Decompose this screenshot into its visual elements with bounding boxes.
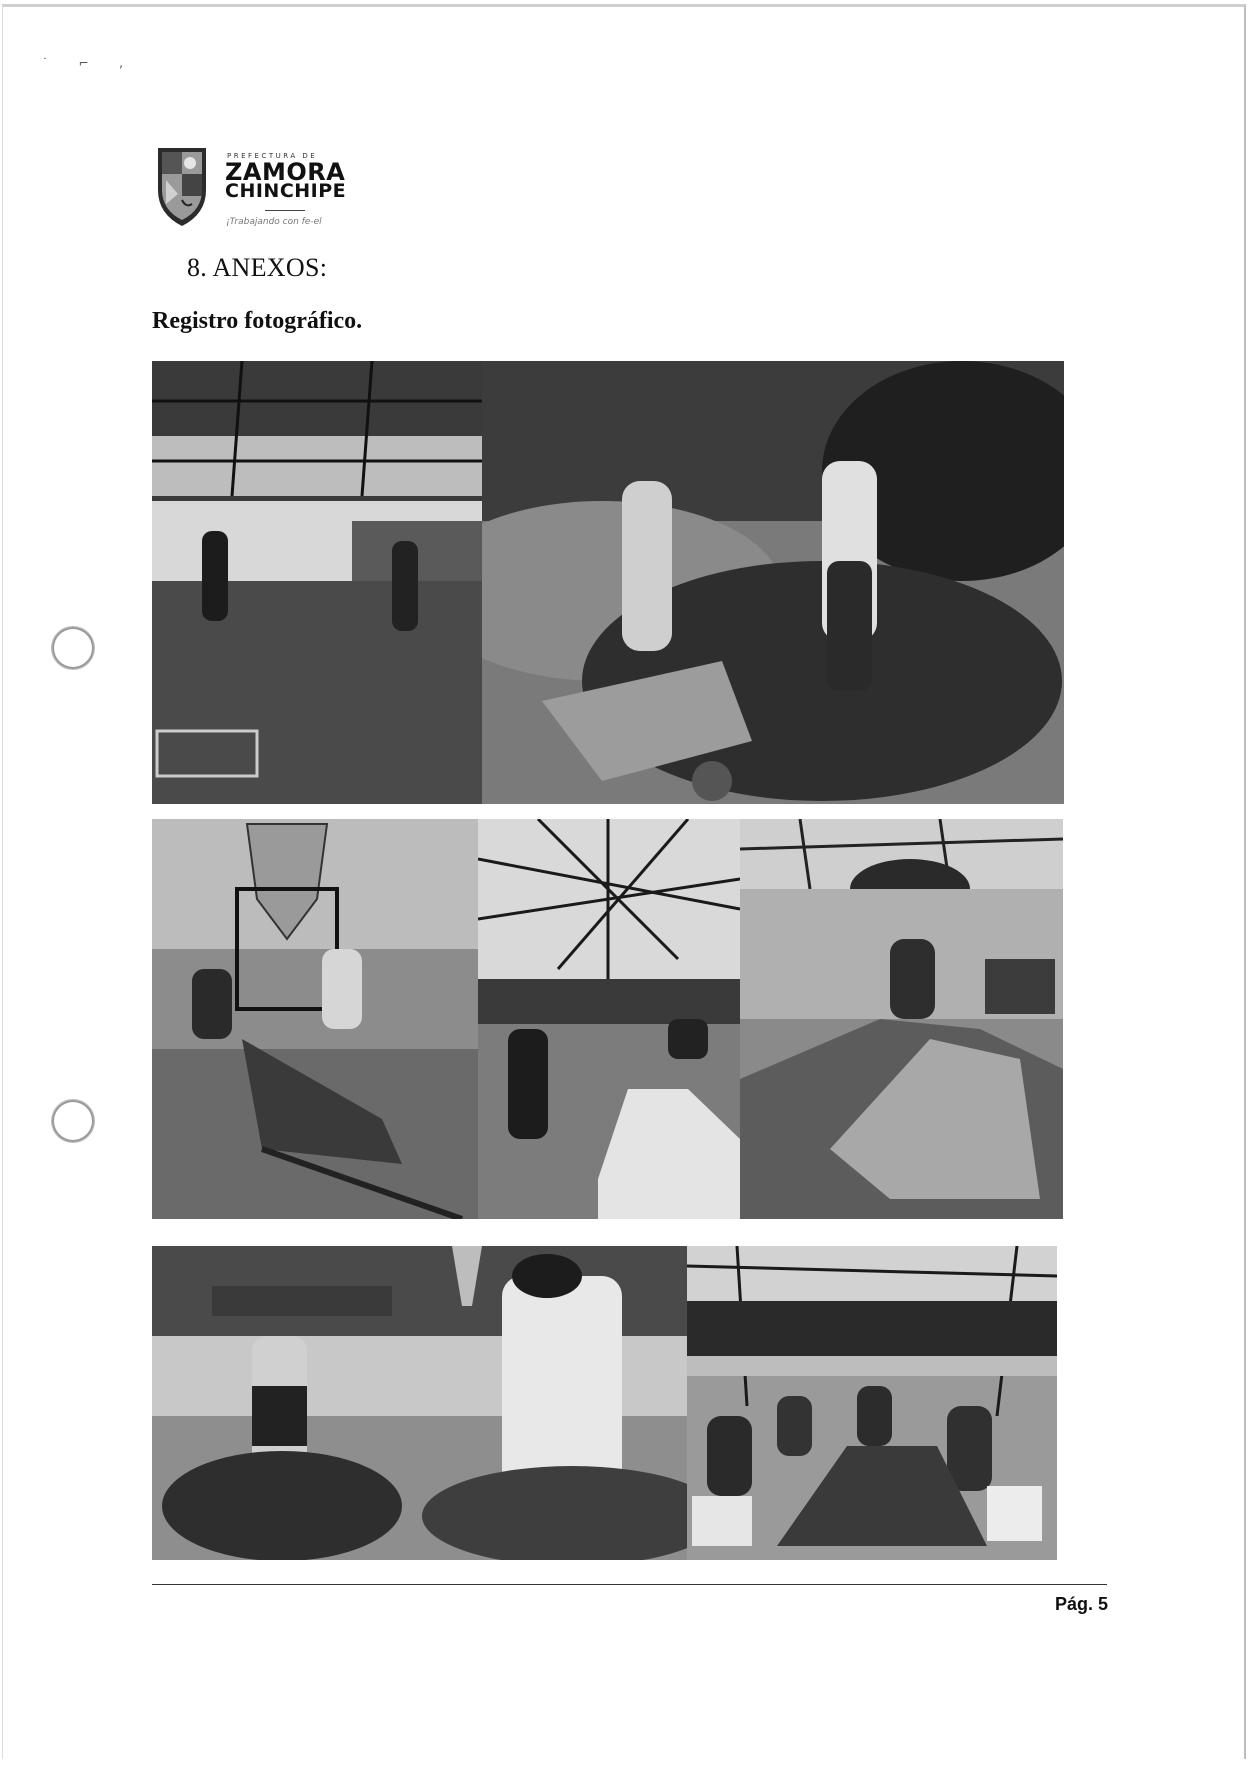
footer-divider <box>152 1584 1107 1585</box>
photo-women-wheelbarrow-soil <box>482 361 1064 804</box>
binder-hole-bottom <box>52 1100 94 1142</box>
logo-prefix: PREFECTURA DE <box>227 152 318 160</box>
logo-divider <box>265 210 305 211</box>
logo-tagline: ¡Trabajando con fe-el <box>226 217 322 227</box>
photo-woman-seated-soil-mound <box>740 819 1063 1219</box>
photo-women-filling-seedling-bags <box>687 1246 1057 1560</box>
photo-compost-sifting-machine <box>152 819 478 1219</box>
binder-hole-top <box>52 627 94 669</box>
section-heading: 8. ANEXOS: <box>187 253 328 282</box>
photo-greenhouse-soil-pile <box>478 819 740 1219</box>
scan-marks: ˙ ⌐ , <box>42 56 123 70</box>
page-number: Pág. 5 <box>1055 1594 1109 1614</box>
photo-women-shoveling-substrate <box>152 1246 687 1560</box>
photo-greenhouse-workers-shovels <box>152 361 482 804</box>
logo-name-line1: ZAMORA <box>225 158 346 186</box>
logo-name-line2: CHINCHIPE <box>225 180 347 202</box>
prefecture-shield-logo <box>152 144 212 228</box>
section-subheading: Registro fotográfico. <box>152 308 363 334</box>
